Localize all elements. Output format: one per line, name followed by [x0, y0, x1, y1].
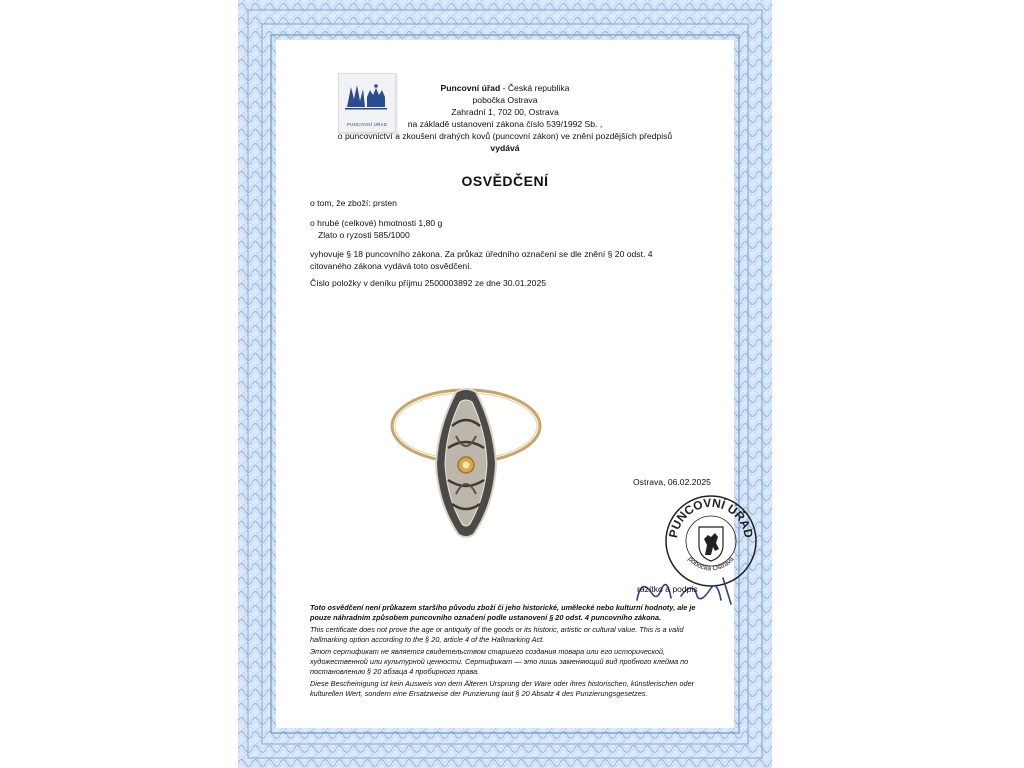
disclaimer-notes — [310, 603, 710, 701]
weight-line: o hrubé (celkové) hmotnosti 1,80 g — [310, 218, 443, 228]
ring-photo — [386, 386, 546, 541]
law-line-2: o puncovnictví a zkoušení drahých kovů (puncovní zákon) ve znění pozdějších předpisů — [337, 131, 673, 141]
metal-line: Zlato o ryzosti 585/1000 — [318, 230, 410, 240]
place-date: Ostrava, 06.02.2025 — [633, 477, 711, 487]
issuer-line — [276, 82, 734, 94]
issuer-header — [276, 82, 734, 154]
stamp-and-signature-label: razítko a podpis — [637, 584, 698, 594]
logo-label: PUNCOVNÍ ÚŘAD — [346, 122, 388, 127]
note-english: This certificate does not prove the age or antiquity of the goods or its historic, artistic or cultural value. This is a valid hallmarking option according to the § 20, article 4 of the Hallmarking Act. — [310, 625, 684, 644]
issues-label: vydává — [490, 143, 520, 153]
certificate-sheet — [238, 0, 772, 768]
note-czech: Toto osvědčení není průkazem staršího původu zboží či jeho historické, umělecké nebo kulturní hodnoty, ale je pouze náhradním způsobem puncovního označení podle ustanovení § 20 odst. 4 puncovního zákona. — [310, 603, 696, 622]
certificate-title: OSVĚDČENÍ — [461, 173, 549, 189]
law-line-1: na základě ustanovení zákona číslo 539/1992 Sb. , — [407, 119, 603, 129]
compliance-line-2: citovaného zákona vydává toto osvědčení. — [310, 261, 472, 271]
stamp-top-text: PUNCOVNÍ ÚŘAD — [666, 495, 756, 539]
office-name: Puncovní úřad — [440, 83, 501, 93]
note-russian: Этот сертификат не является свидетельством старшего создания товара или его исторической, художественной или культурной ценности. Сертификат — это лишь заменяющий вид пробного клейма по постановлению § 20 абзаца 4 пробирного права. — [310, 647, 689, 676]
note-german: Diese Bescheinigung ist kein Ausweis von dem Älteren Ursprung der Ware oder ihres historischen, künstlerischen oder kulturellen Wert, sondern eine Ersatzweise der Punzierung laut § 20 Absatz 4 des Punzierungsgesetzes. — [310, 679, 695, 698]
svg-text:PUNCOVNÍ ÚŘAD — [666, 496, 756, 539]
certificate-content — [276, 40, 756, 728]
country: - Česká republika — [500, 83, 570, 93]
entry-line: Číslo položky v deníku příjmu 2500003892 ze dne 30.01.2025 — [310, 278, 547, 288]
item-line: o tom, že zboží: prsten — [310, 198, 397, 208]
stamp-bottom-text: pobočka Ostrava — [686, 555, 736, 573]
compliance-line-1: vyhovuje § 18 puncovního zákona. Za průkaz úředního označení se dle znění § 20 odst. 4 — [310, 249, 653, 259]
address: Zahradní 1, 702 00, Ostrava — [451, 107, 559, 117]
branch: pobočka Ostrava — [472, 95, 538, 105]
lion-coat-of-arms-icon — [699, 527, 723, 561]
